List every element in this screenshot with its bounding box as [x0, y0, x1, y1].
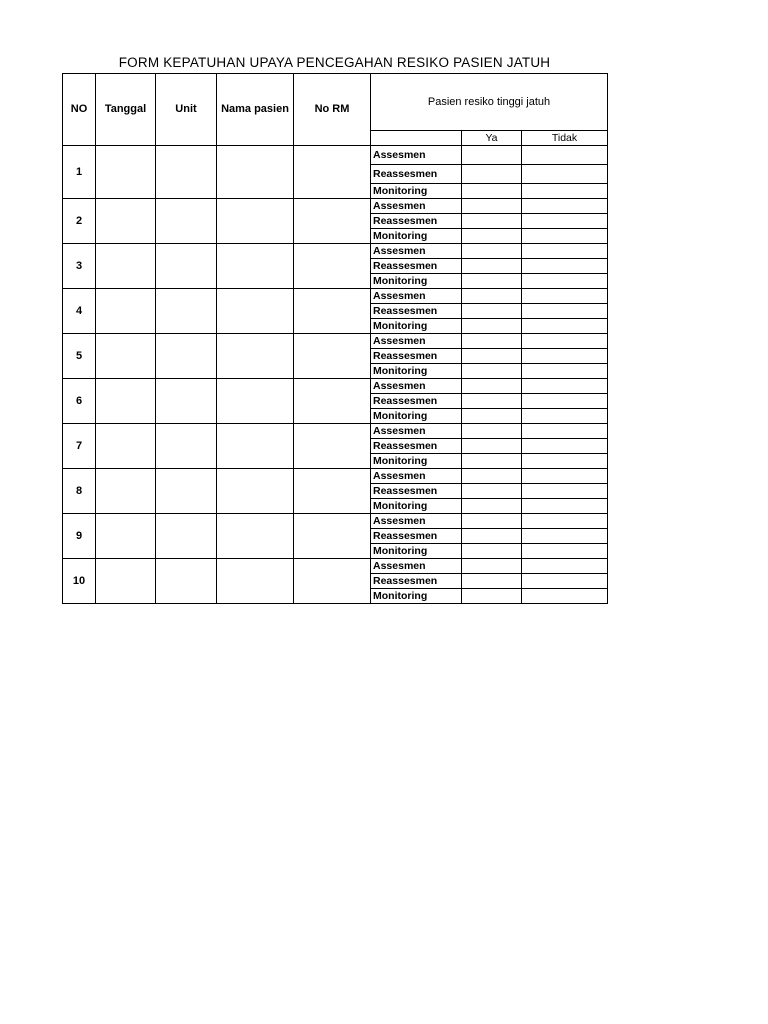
unit-cell[interactable]	[156, 424, 217, 469]
row-number: 10	[63, 559, 96, 604]
category-label: Assesmen	[371, 379, 462, 394]
no-rm-cell[interactable]	[294, 379, 371, 424]
unit-cell[interactable]	[156, 469, 217, 514]
tidak-cell[interactable]	[522, 529, 608, 544]
ya-cell[interactable]	[462, 214, 522, 229]
category-label: Monitoring	[371, 409, 462, 424]
nama-pasien-cell[interactable]	[217, 146, 294, 199]
ya-cell[interactable]	[462, 379, 522, 394]
form-row	[63, 424, 608, 439]
form-row	[63, 199, 608, 214]
tidak-cell[interactable]	[522, 439, 608, 454]
category-label: Monitoring	[371, 499, 462, 514]
form-row	[63, 289, 608, 304]
unit-cell[interactable]	[156, 334, 217, 379]
tidak-cell[interactable]	[522, 409, 608, 424]
tidak-cell[interactable]	[522, 244, 608, 259]
category-label: Assesmen	[371, 514, 462, 529]
tidak-cell[interactable]	[522, 394, 608, 409]
category-label: Assesmen	[371, 244, 462, 259]
row-number: 2	[63, 199, 96, 244]
form-row	[63, 559, 608, 574]
ya-cell[interactable]	[462, 229, 522, 244]
category-label: Reassesmen	[371, 259, 462, 274]
tidak-cell[interactable]	[522, 274, 608, 289]
tanggal-cell[interactable]	[96, 146, 156, 199]
category-label: Assesmen	[371, 559, 462, 574]
no-rm-cell[interactable]	[294, 199, 371, 244]
tidak-cell[interactable]	[522, 146, 608, 165]
ya-cell[interactable]	[462, 589, 522, 604]
ya-cell[interactable]	[462, 334, 522, 349]
nama-pasien-cell[interactable]	[217, 334, 294, 379]
header-no-rm: No RM	[294, 74, 371, 146]
ya-cell[interactable]	[462, 394, 522, 409]
nama-pasien-cell[interactable]	[217, 559, 294, 604]
no-rm-cell[interactable]	[294, 424, 371, 469]
ya-cell[interactable]	[462, 559, 522, 574]
row-number: 9	[63, 514, 96, 559]
row-number: 5	[63, 334, 96, 379]
no-rm-cell[interactable]	[294, 514, 371, 559]
category-label: Reassesmen	[371, 529, 462, 544]
ya-cell[interactable]	[462, 274, 522, 289]
row-number: 8	[63, 469, 96, 514]
nama-pasien-cell[interactable]	[217, 289, 294, 334]
tidak-cell[interactable]	[522, 574, 608, 589]
category-label: Assesmen	[371, 334, 462, 349]
header-tanggal: Tanggal	[96, 74, 156, 146]
category-label: Monitoring	[371, 229, 462, 244]
ya-cell[interactable]	[462, 319, 522, 334]
category-label: Reassesmen	[371, 349, 462, 364]
category-label: Reassesmen	[371, 574, 462, 589]
no-rm-cell[interactable]	[294, 146, 371, 199]
category-label: Monitoring	[371, 319, 462, 334]
tidak-cell[interactable]	[522, 199, 608, 214]
form-row	[63, 334, 608, 349]
tidak-cell[interactable]	[522, 424, 608, 439]
category-label: Monitoring	[371, 589, 462, 604]
nama-pasien-cell[interactable]	[217, 244, 294, 289]
category-label: Reassesmen	[371, 304, 462, 319]
tidak-cell[interactable]	[522, 499, 608, 514]
tidak-cell[interactable]	[522, 544, 608, 559]
nama-pasien-cell[interactable]	[217, 424, 294, 469]
ya-cell[interactable]	[462, 469, 522, 484]
ya-cell[interactable]	[462, 364, 522, 379]
header-no: NO	[63, 74, 96, 146]
tanggal-cell[interactable]	[96, 334, 156, 379]
ya-cell[interactable]	[462, 544, 522, 559]
ya-cell[interactable]	[462, 529, 522, 544]
ya-cell[interactable]	[462, 289, 522, 304]
ya-cell[interactable]	[462, 184, 522, 199]
form-row	[63, 244, 608, 259]
tanggal-cell[interactable]	[96, 379, 156, 424]
tidak-cell[interactable]	[522, 469, 608, 484]
row-number: 1	[63, 146, 96, 199]
no-rm-cell[interactable]	[294, 469, 371, 514]
form-body	[63, 74, 608, 604]
nama-pasien-cell[interactable]	[217, 469, 294, 514]
ya-cell[interactable]	[462, 439, 522, 454]
no-rm-cell[interactable]	[294, 244, 371, 289]
no-rm-cell[interactable]	[294, 334, 371, 379]
subheader-blank	[371, 131, 462, 146]
ya-cell[interactable]	[462, 165, 522, 184]
form-row	[63, 469, 608, 484]
header-unit: Unit	[156, 74, 217, 146]
category-label: Monitoring	[371, 454, 462, 469]
tidak-cell[interactable]	[522, 454, 608, 469]
tanggal-cell[interactable]	[96, 514, 156, 559]
tidak-cell[interactable]	[522, 559, 608, 574]
unit-cell[interactable]	[156, 244, 217, 289]
tidak-cell[interactable]	[522, 289, 608, 304]
category-label: Monitoring	[371, 184, 462, 199]
category-label: Reassesmen	[371, 484, 462, 499]
tanggal-cell[interactable]	[96, 424, 156, 469]
category-label: Reassesmen	[371, 214, 462, 229]
category-label: Monitoring	[371, 544, 462, 559]
category-label: Assesmen	[371, 289, 462, 304]
tanggal-cell[interactable]	[96, 244, 156, 289]
tidak-cell[interactable]	[522, 229, 608, 244]
category-label: Monitoring	[371, 364, 462, 379]
ya-cell[interactable]	[462, 424, 522, 439]
tidak-cell[interactable]	[522, 184, 608, 199]
form-row	[63, 514, 608, 529]
form-row	[63, 379, 608, 394]
category-label: Reassesmen	[371, 439, 462, 454]
tanggal-cell[interactable]	[96, 199, 156, 244]
tidak-cell[interactable]	[522, 364, 608, 379]
tidak-cell[interactable]	[522, 484, 608, 499]
ya-cell[interactable]	[462, 514, 522, 529]
tanggal-cell[interactable]	[96, 559, 156, 604]
tanggal-cell[interactable]	[96, 469, 156, 514]
tidak-cell[interactable]	[522, 589, 608, 604]
unit-cell[interactable]	[156, 199, 217, 244]
header-nama-pasien: Nama pasien	[217, 74, 294, 146]
ya-cell[interactable]	[462, 409, 522, 424]
tidak-cell[interactable]	[522, 259, 608, 274]
ya-cell[interactable]	[462, 484, 522, 499]
ya-cell[interactable]	[462, 259, 522, 274]
tidak-cell[interactable]	[522, 319, 608, 334]
tanggal-cell[interactable]	[96, 289, 156, 334]
unit-cell[interactable]	[156, 559, 217, 604]
form-row	[63, 146, 608, 165]
tidak-cell[interactable]	[522, 379, 608, 394]
row-number: 3	[63, 244, 96, 289]
no-rm-cell[interactable]	[294, 289, 371, 334]
tidak-cell[interactable]	[522, 165, 608, 184]
nama-pasien-cell[interactable]	[217, 514, 294, 559]
no-rm-cell[interactable]	[294, 559, 371, 604]
ya-cell[interactable]	[462, 499, 522, 514]
category-label: Reassesmen	[371, 165, 462, 184]
header-pasien-resiko-group: Pasien resiko tinggi jatuh	[371, 74, 608, 131]
ya-cell[interactable]	[462, 244, 522, 259]
tidak-cell[interactable]	[522, 214, 608, 229]
compliance-form-table	[62, 73, 608, 604]
category-label: Assesmen	[371, 199, 462, 214]
unit-cell[interactable]	[156, 379, 217, 424]
category-label: Assesmen	[371, 146, 462, 165]
row-number: 6	[63, 379, 96, 424]
ya-cell[interactable]	[462, 199, 522, 214]
tidak-cell[interactable]	[522, 304, 608, 319]
ya-cell[interactable]	[462, 349, 522, 364]
header-row	[63, 74, 608, 131]
tidak-cell[interactable]	[522, 349, 608, 364]
page-title: FORM KEPATUHAN UPAYA PENCEGAHAN RESIKO PASIEN JATUH	[118, 55, 551, 70]
nama-pasien-cell[interactable]	[217, 199, 294, 244]
unit-cell[interactable]	[156, 146, 217, 199]
nama-pasien-cell[interactable]	[217, 379, 294, 424]
tidak-cell[interactable]	[522, 334, 608, 349]
unit-cell[interactable]	[156, 289, 217, 334]
category-label: Reassesmen	[371, 394, 462, 409]
ya-cell[interactable]	[462, 454, 522, 469]
unit-cell[interactable]	[156, 514, 217, 559]
category-label: Assesmen	[371, 469, 462, 484]
ya-cell[interactable]	[462, 146, 522, 165]
header-tidak: Tidak	[522, 131, 608, 146]
row-number: 4	[63, 289, 96, 334]
ya-cell[interactable]	[462, 304, 522, 319]
ya-cell[interactable]	[462, 574, 522, 589]
tidak-cell[interactable]	[522, 514, 608, 529]
category-label: Monitoring	[371, 274, 462, 289]
row-number: 7	[63, 424, 96, 469]
header-ya: Ya	[462, 131, 522, 146]
category-label: Assesmen	[371, 424, 462, 439]
